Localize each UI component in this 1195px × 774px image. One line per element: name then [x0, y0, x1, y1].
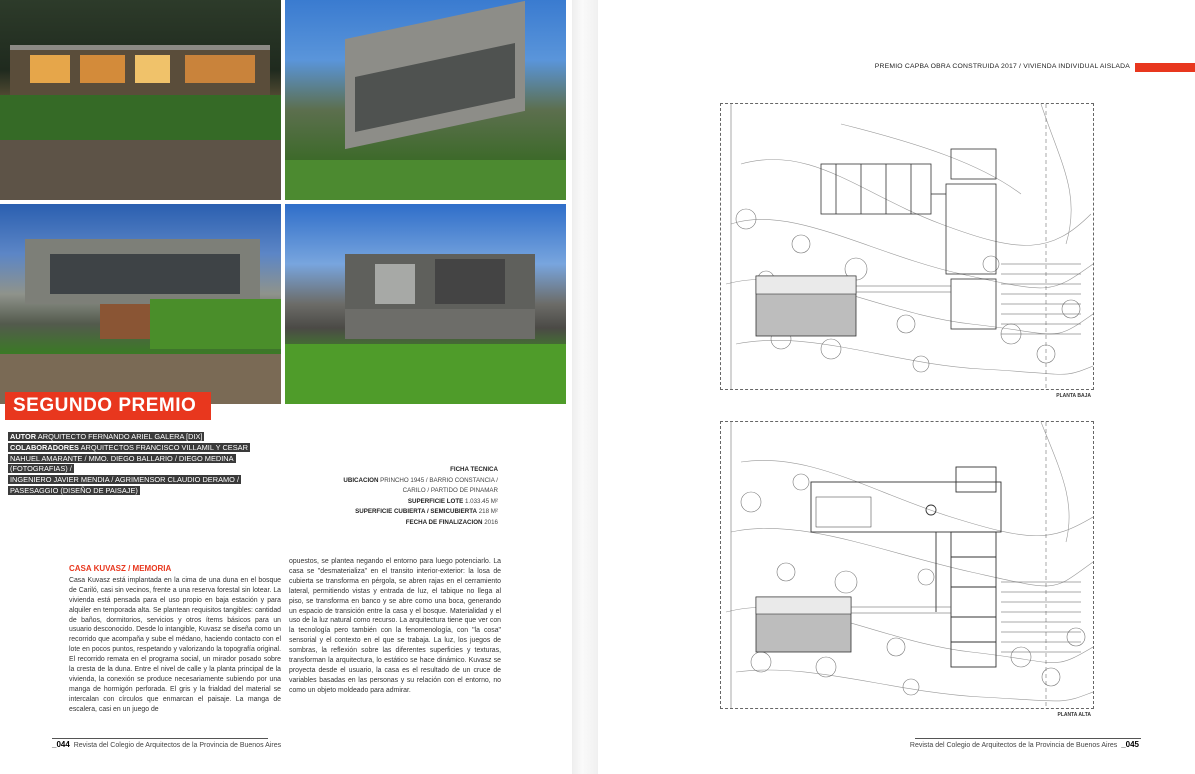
memoria-column-2: [289, 557, 501, 696]
photo-house-garden: [0, 204, 281, 404]
memoria-column-1: [69, 564, 281, 715]
ubicacion-value-1: PRINCHO 1945 / BARRIO CONSTANCIA /: [378, 476, 498, 484]
spread-gutter: [572, 0, 598, 774]
page-number-left: _044: [52, 740, 70, 749]
lote-label: SUPERFICIE LOTE: [407, 497, 464, 505]
memoria-text-2: opuestos, se plantea negando el entorno para luego potenciarlo. La casa se "desmaterializa" en el transito interior-exterior: la losa de cubierta se transforma en pérgola, se abren rajas en el cerramiento lateral, permitiendo vistas y entrada de luz, el tabique no llega al piso, se transforma en banco y se abre como una boca, generando un espacio de transición entre la casa y el bosque. Materialidad y el uso de la luz natural como recurso. La arquitectura tiene que ver con la tecnología pero también con la fenomenología, con "la cosa" sensorial y el contexto en el que se trabaja. La luz, los juegos de sombras, la reflexión sobre las diferentes superficies y texturas, transforman la arquitectura, lo estático se hace dinámico. Kuvasz se proyecta desde el usuario, la casa es el resultado de un cruce de variables basadas en las personas y su relación con el entorno, no como un objeto moldeado para admirar.: [289, 558, 501, 694]
footer-rule-right: [915, 738, 1141, 739]
colab-value-1: ARQUITECTOS FRANCISCO VILLAMIL Y CESAR: [78, 442, 248, 452]
plan-label-upper: PLANTA ALTA: [1057, 712, 1091, 718]
credits-block: [8, 432, 276, 497]
colab-value-3: INGENIERO JAVIER MENDIA / AGRIMENSOR CLAUDIO DERAMO /: [10, 475, 240, 485]
ficha-tecnica: [300, 465, 498, 529]
ubicacion-value-2: CARILO / PARTIDO DE PINAMAR: [402, 487, 498, 495]
autor-value: ARQUITECTO FERNANDO ARIEL GALERA [DIX]: [36, 432, 203, 441]
left-page: [0, 0, 572, 774]
upper-plan-drawing: [721, 422, 1093, 708]
floor-plan-upper: [720, 421, 1094, 709]
cubierta-label: SUPERFICIE CUBIERTA / SEMICUBIERTA: [355, 508, 478, 516]
memoria-text-1: Casa Kuvasz está implantada en la cima de una duna en el bosque de Cariló, casi sin vecinos, frente a una reserva forestal sin lotear. La vivienda está pensada para el uso propio en baja estación y para alquiler en temporada alta. Se plantean requisitos tangibles: cantidad de baños, dormitorios, servicios y otros ítems básicos para un usuario desconocido. Desde lo intangible, Kuvasz se diseña como un recorrido que acompaña y sube el médano, haciendo contacto con el lote en pocos puntos, respetando y valorizando la topografía original. El recorrido remata en el programa social, un mirador posado sobre la cresta de la duna. Entre el nivel de calle y la planta principal de la vivienda, la conexión se produce necesariamente subiendo por una manga de hormigón perforada. El gris y la frialdad del material se intercalan con círculos que enmarcan el paisaje. La manga de escalera, casi en un juego de: [69, 576, 281, 713]
footer-left-text: Revista del Colegio de Arquitectos de la Provincia de Buenos Aires: [73, 742, 282, 749]
footer-left: [52, 740, 281, 749]
photo-house-side: [285, 204, 566, 404]
ground-plan-drawing: [721, 104, 1093, 389]
colab-label: COLABORADORES: [10, 442, 79, 452]
plan-label-ground: PLANTA BAJA: [1056, 393, 1091, 399]
footer-right-text: Revista del Colegio de Arquitectos de la Provincia de Buenos Aires: [909, 742, 1118, 749]
floor-plan-ground: [720, 103, 1094, 390]
ficha-title: FICHA TECNICA: [450, 466, 498, 473]
cubierta-value: 218 M²: [477, 508, 498, 516]
footer-rule-left: [52, 738, 268, 739]
header-accent-bar: [1135, 63, 1195, 72]
fecha-value: 2016: [482, 518, 498, 526]
page-number-right: _045: [1121, 740, 1139, 749]
autor-label: AUTOR: [10, 432, 37, 441]
lote-value: 1.033.45 M²: [463, 497, 498, 505]
photo-house-corner: [285, 0, 566, 200]
fecha-label: FECHA DE FINALIZACION: [405, 518, 483, 526]
memoria-heading: CASA KUVASZ / MEMORIA: [69, 564, 172, 573]
colab-value-4: PASESAGGIO (DISEÑO DE PAISAJE): [10, 485, 138, 495]
award-title: SEGUNDO PREMIO: [5, 392, 211, 420]
ubicacion-label: UBICACION: [343, 476, 379, 484]
footer-right: [910, 740, 1139, 749]
colab-value-2: NAHUEL AMARANTE / MMO. DIEGO BALLARIO / DIEGO MEDINA (FOTOGRAFIAS) /: [10, 453, 234, 474]
right-page-header: PREMIO CAPBA OBRA CONSTRUIDA 2017 / VIVIENDA INDIVIDUAL AISLADA: [874, 63, 1130, 70]
photo-house-night: [0, 0, 281, 200]
